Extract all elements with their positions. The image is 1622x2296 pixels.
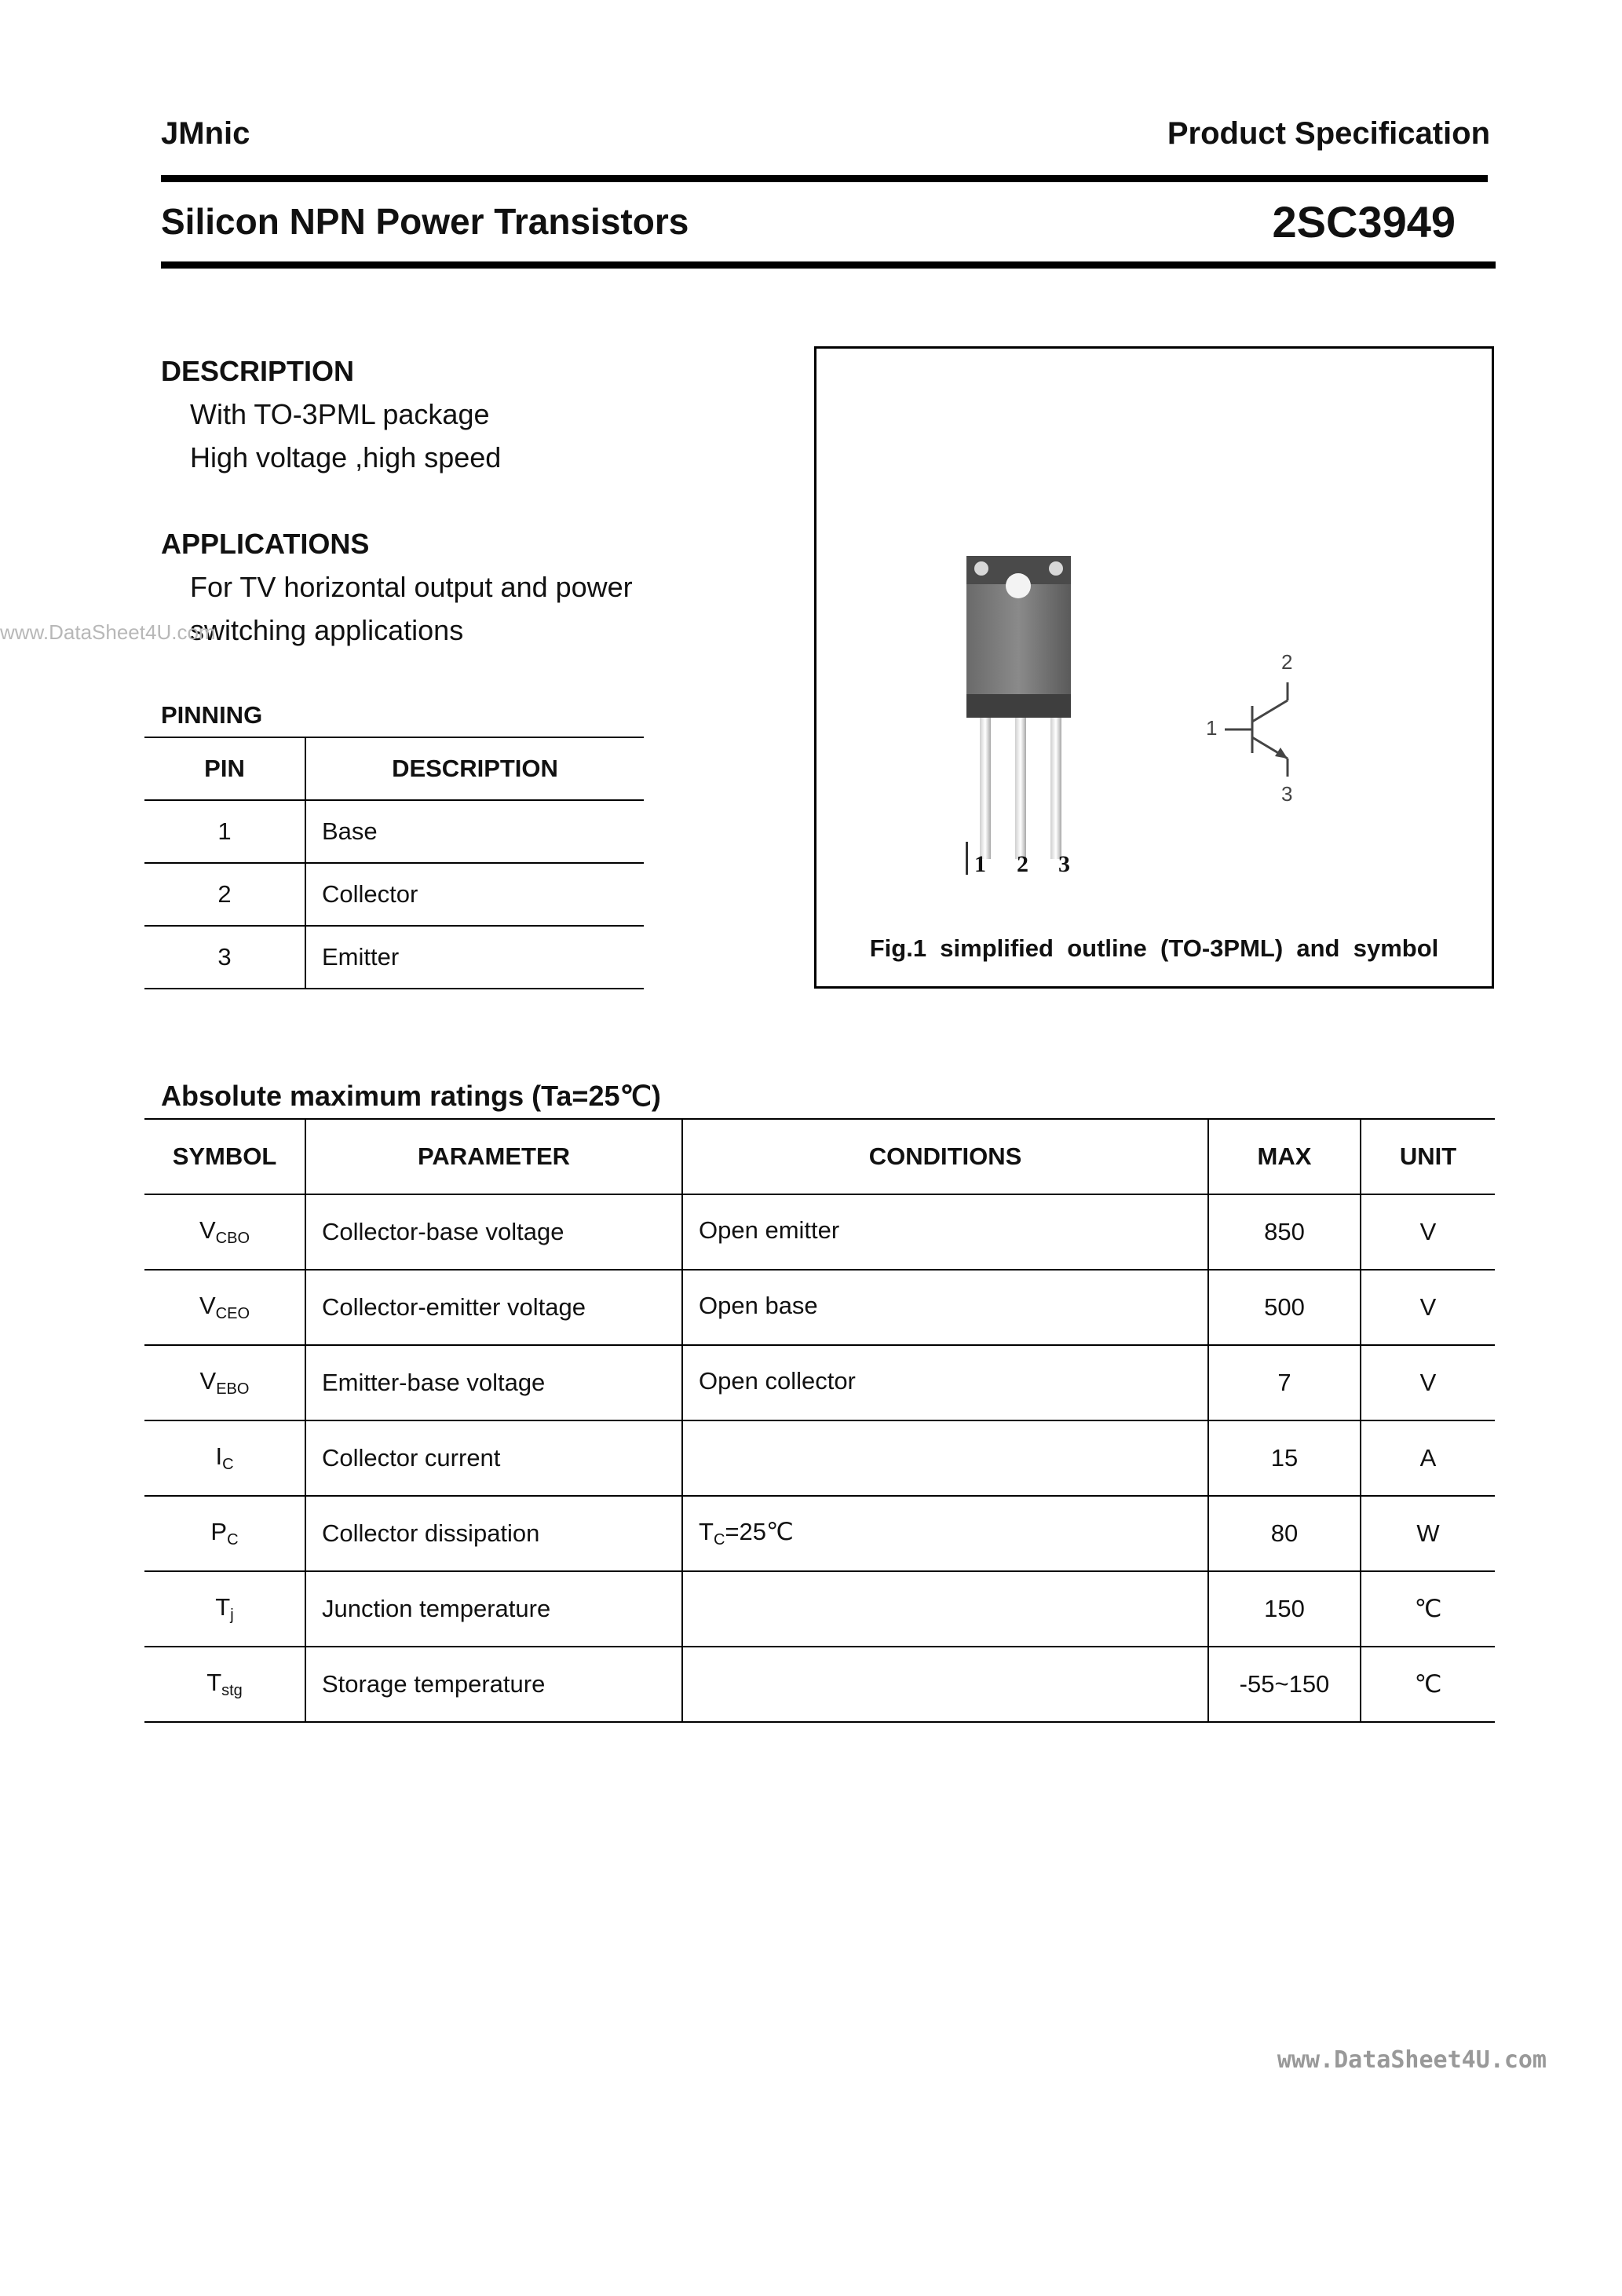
conditions-cell [682, 1496, 1208, 1571]
symbol-cell [144, 1571, 305, 1647]
pin-description: Emitter [305, 926, 644, 989]
pin-column-header: PIN [144, 737, 305, 800]
max-cell: 150 [1208, 1571, 1361, 1647]
symbol-main: I [215, 1442, 223, 1470]
pin-number: 2 [144, 863, 305, 926]
table-header-row [144, 737, 644, 800]
pin-number: 3 [144, 926, 305, 989]
symbol-cell [144, 1496, 305, 1571]
symbol-main: V [199, 1292, 216, 1319]
symbol-subscript: CEO [215, 1305, 250, 1322]
conditions-main: Open base [699, 1292, 818, 1319]
symbol-main: P [210, 1518, 228, 1545]
symbol-cell [144, 1420, 305, 1496]
symbol-subscript: j [230, 1607, 234, 1624]
table-row [144, 1345, 1495, 1420]
symbol-collector-label: 2 [1281, 650, 1293, 674]
symbol-subscript: CBO [215, 1230, 250, 1247]
table-row [144, 1571, 1495, 1647]
unit-cell: V [1361, 1194, 1495, 1270]
applications-line-2: switching applications [190, 614, 464, 646]
symbol-subscript: EBO [216, 1380, 250, 1398]
symbol-base-label: 1 [1206, 716, 1218, 740]
symbol-cell [144, 1194, 305, 1270]
symbol-cell [144, 1270, 305, 1345]
package-pin-label-1: 1 [974, 851, 986, 877]
ratings-heading: Absolute maximum ratings (Ta=25℃) [161, 1080, 661, 1112]
applications-line-1: For TV horizontal output and power [190, 571, 633, 603]
unit-column-header: UNIT [1361, 1119, 1495, 1194]
pin-description: Collector [305, 863, 644, 926]
watermark-bottom: www.DataSheet4U.com [1277, 2046, 1547, 2074]
max-cell: -55~150 [1208, 1647, 1361, 1722]
package-pin-label-2: 2 [1017, 851, 1028, 877]
max-cell: 7 [1208, 1345, 1361, 1420]
conditions-cell [682, 1420, 1208, 1496]
description-line-1: With TO-3PML package [190, 398, 490, 430]
pinning-heading: PINNING [161, 701, 263, 729]
header-rule-bottom [161, 261, 1496, 269]
description-column-header: DESCRIPTION [305, 737, 644, 800]
package-outline-image [816, 349, 1492, 898]
figure-box [814, 346, 1494, 989]
table-row [144, 863, 644, 926]
symbol-emitter-label: 3 [1281, 782, 1293, 806]
unit-cell: V [1361, 1345, 1495, 1420]
max-cell: 500 [1208, 1270, 1361, 1345]
conditions-main: Open collector [699, 1367, 856, 1395]
conditions-cell [682, 1571, 1208, 1647]
symbol-subscript: stg [221, 1682, 243, 1699]
parameter-cell: Collector-emitter voltage [305, 1270, 682, 1345]
conditions-cell [682, 1194, 1208, 1270]
unit-cell: ℃ [1361, 1571, 1495, 1647]
document-type: Product Specification [1167, 116, 1490, 151]
parameter-cell: Emitter-base voltage [305, 1345, 682, 1420]
conditions-main: T [699, 1518, 714, 1545]
header-rule-top [161, 175, 1488, 182]
conditions-cell [682, 1270, 1208, 1345]
conditions-subscript: C [713, 1531, 725, 1548]
conditions-cell [682, 1647, 1208, 1722]
symbol-subscript: C [227, 1531, 239, 1548]
parameter-column-header: PARAMETER [305, 1119, 682, 1194]
symbol-cell [144, 1345, 305, 1420]
unit-cell: A [1361, 1420, 1495, 1496]
table-row [144, 1420, 1495, 1496]
table-row [144, 800, 644, 863]
max-cell: 850 [1208, 1194, 1361, 1270]
applications-heading: APPLICATIONS [161, 528, 370, 560]
pinning-table [144, 737, 644, 989]
pin-number: 1 [144, 800, 305, 863]
pin-description: Base [305, 800, 644, 863]
description-heading: DESCRIPTION [161, 355, 355, 387]
symbol-main: T [206, 1669, 222, 1696]
parameter-cell: Collector-base voltage [305, 1194, 682, 1270]
package-pin-label-3: 3 [1058, 851, 1070, 877]
parameter-cell: Junction temperature [305, 1571, 682, 1647]
conditions-tail: =25℃ [725, 1518, 794, 1545]
symbol-main: V [199, 1216, 216, 1244]
unit-cell: ℃ [1361, 1647, 1495, 1722]
conditions-cell [682, 1345, 1208, 1420]
symbol-column-header: SYMBOL [144, 1119, 305, 1194]
symbol-main: T [215, 1593, 231, 1621]
symbol-main: V [199, 1367, 217, 1395]
unit-cell: W [1361, 1496, 1495, 1571]
parameter-cell: Collector current [305, 1420, 682, 1496]
table-row [144, 1496, 1495, 1571]
watermark-left: www.DataSheet4U.com [0, 620, 216, 644]
parameter-cell: Storage temperature [305, 1647, 682, 1722]
table-row [144, 926, 644, 989]
pin-marker [966, 842, 968, 875]
figure-caption: Fig.1 simplified outline (TO-3PML) and symbol [869, 934, 1439, 962]
description-line-2: High voltage ,high speed [190, 441, 502, 473]
max-column-header: MAX [1208, 1119, 1361, 1194]
max-cell: 80 [1208, 1496, 1361, 1571]
unit-cell: V [1361, 1270, 1495, 1345]
ratings-table [144, 1118, 1495, 1723]
company-name: JMnic [161, 116, 250, 151]
table-row [144, 1194, 1495, 1270]
parameter-cell: Collector dissipation [305, 1496, 682, 1571]
document-title: Silicon NPN Power Transistors [161, 201, 689, 242]
table-row [144, 1270, 1495, 1345]
symbol-subscript: C [222, 1456, 234, 1473]
conditions-column-header: CONDITIONS [682, 1119, 1208, 1194]
table-row [144, 1647, 1495, 1722]
table-header-row [144, 1119, 1495, 1194]
part-number: 2SC3949 [1272, 197, 1456, 247]
max-cell: 15 [1208, 1420, 1361, 1496]
symbol-cell [144, 1647, 305, 1722]
conditions-main: Open emitter [699, 1216, 840, 1244]
